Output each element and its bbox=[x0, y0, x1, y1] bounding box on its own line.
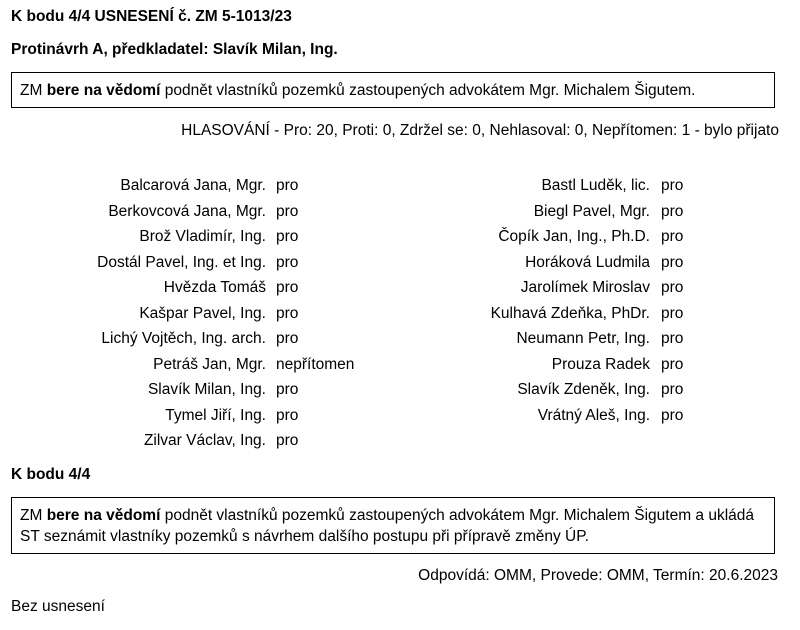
member-vote-right: pro bbox=[661, 355, 684, 373]
decision-text-box bbox=[11, 497, 775, 554]
member-vote-right: pro bbox=[661, 330, 684, 347]
member-vote-right: pro bbox=[661, 406, 684, 424]
member-name-left: Hvězda Tomáš bbox=[163, 279, 266, 296]
member-name-left: Zilvar Václav, Ing. bbox=[143, 432, 266, 449]
resolution-body: podnět vlastníků pozemků zastoupených advokátem Mgr. Michalem Šigutem. bbox=[160, 82, 696, 99]
member-name-left: Dostál Pavel, Ing. et Ing. bbox=[97, 253, 266, 271]
member-name-right: Biegl Pavel, Mgr. bbox=[533, 202, 650, 220]
vote-row bbox=[0, 326, 800, 352]
member-name-right: Jarolímek Miroslav bbox=[520, 279, 650, 296]
member-vote-left: pro bbox=[276, 432, 299, 449]
vote-row bbox=[0, 173, 800, 199]
member-name-right: Neumann Petr, Ing. bbox=[516, 330, 650, 347]
vote-row bbox=[0, 199, 800, 225]
member-name-left: Kašpar Pavel, Ing. bbox=[139, 304, 266, 322]
vote-row bbox=[0, 352, 800, 378]
vote-table bbox=[0, 173, 800, 454]
item-heading: K bodu 4/4 bbox=[11, 466, 91, 483]
member-name-right: Čopík Jan, Ing., Ph.D. bbox=[498, 228, 650, 245]
vote-row bbox=[0, 403, 800, 429]
member-vote-right: pro bbox=[661, 304, 684, 322]
decision-body: podnět vlastníků pozemků zastoupených advokátem Mgr. Michalem Šigutem a ukládá ST seznámit vlastníky pozemků s návrhem dalšího postupu při přípravě změny ÚP. bbox=[20, 507, 755, 545]
member-name-right: Vrátný Aleš, Ing. bbox=[537, 406, 650, 424]
vote-row bbox=[0, 377, 800, 403]
member-name-right: Prouza Radek bbox=[551, 355, 650, 373]
vote-row bbox=[0, 224, 800, 250]
member-name-right: Bastl Luděk, lic. bbox=[541, 177, 650, 194]
member-vote-right: pro bbox=[661, 228, 684, 245]
resolution-text-box bbox=[11, 72, 775, 108]
voting-summary: HLASOVÁNÍ - Pro: 20, Proti: 0, Zdržel se: 0, Nehlasoval: 0, Nepřítomen: 1 - bylo přijato bbox=[181, 122, 779, 139]
member-vote-left: pro bbox=[276, 202, 299, 220]
resolution-prefix: ZM bbox=[20, 82, 47, 99]
counterproposal-heading: Protinávrh A, předkladatel: Slavík Milan, Ing. bbox=[11, 41, 338, 58]
member-name-right: Kulhavá Zdeňka, PhDr. bbox=[490, 304, 650, 322]
member-name-left: Berkovcová Jana, Mgr. bbox=[108, 202, 266, 220]
member-vote-left: nepřítomen bbox=[276, 355, 355, 373]
member-name-right: Horáková Ludmila bbox=[525, 253, 650, 271]
member-vote-right: pro bbox=[661, 177, 684, 194]
vote-row bbox=[0, 301, 800, 327]
member-name-left: Lichý Vojtěch, Ing. arch. bbox=[101, 330, 266, 347]
decision-verb: bere na vědomí bbox=[46, 507, 161, 524]
member-vote-right: pro bbox=[661, 202, 684, 220]
member-name-left: Tymel Jiří, Ing. bbox=[165, 406, 266, 424]
member-vote-right: pro bbox=[661, 381, 684, 398]
vote-row bbox=[0, 428, 800, 454]
footer-note: Bez usnesení bbox=[11, 598, 105, 615]
member-vote-right: pro bbox=[661, 279, 684, 296]
resolution-heading: K bodu 4/4 USNESENÍ č. ZM 5-1013/23 bbox=[11, 8, 292, 25]
resolution-verb: bere na vědomí bbox=[46, 82, 161, 99]
responsibility-line: Odpovídá: OMM, Provede: OMM, Termín: 20.6.2023 bbox=[418, 567, 778, 584]
member-name-left: Slavík Milan, Ing. bbox=[147, 381, 266, 398]
member-vote-left: pro bbox=[276, 406, 299, 424]
member-vote-left: pro bbox=[276, 330, 299, 347]
vote-row bbox=[0, 250, 800, 276]
member-name-left: Petráš Jan, Mgr. bbox=[153, 355, 266, 373]
member-vote-left: pro bbox=[276, 228, 299, 245]
member-vote-left: pro bbox=[276, 177, 299, 194]
decision-prefix: ZM bbox=[20, 507, 47, 524]
member-vote-left: pro bbox=[276, 279, 299, 296]
member-vote-left: pro bbox=[276, 304, 299, 322]
member-vote-left: pro bbox=[276, 253, 299, 271]
vote-row bbox=[0, 275, 800, 301]
member-name-left: Brož Vladimír, Ing. bbox=[139, 228, 266, 245]
member-vote-left: pro bbox=[276, 381, 299, 398]
member-name-right: Slavík Zdeněk, Ing. bbox=[517, 381, 650, 398]
member-vote-right: pro bbox=[661, 253, 684, 271]
member-name-left: Balcarová Jana, Mgr. bbox=[120, 177, 266, 194]
